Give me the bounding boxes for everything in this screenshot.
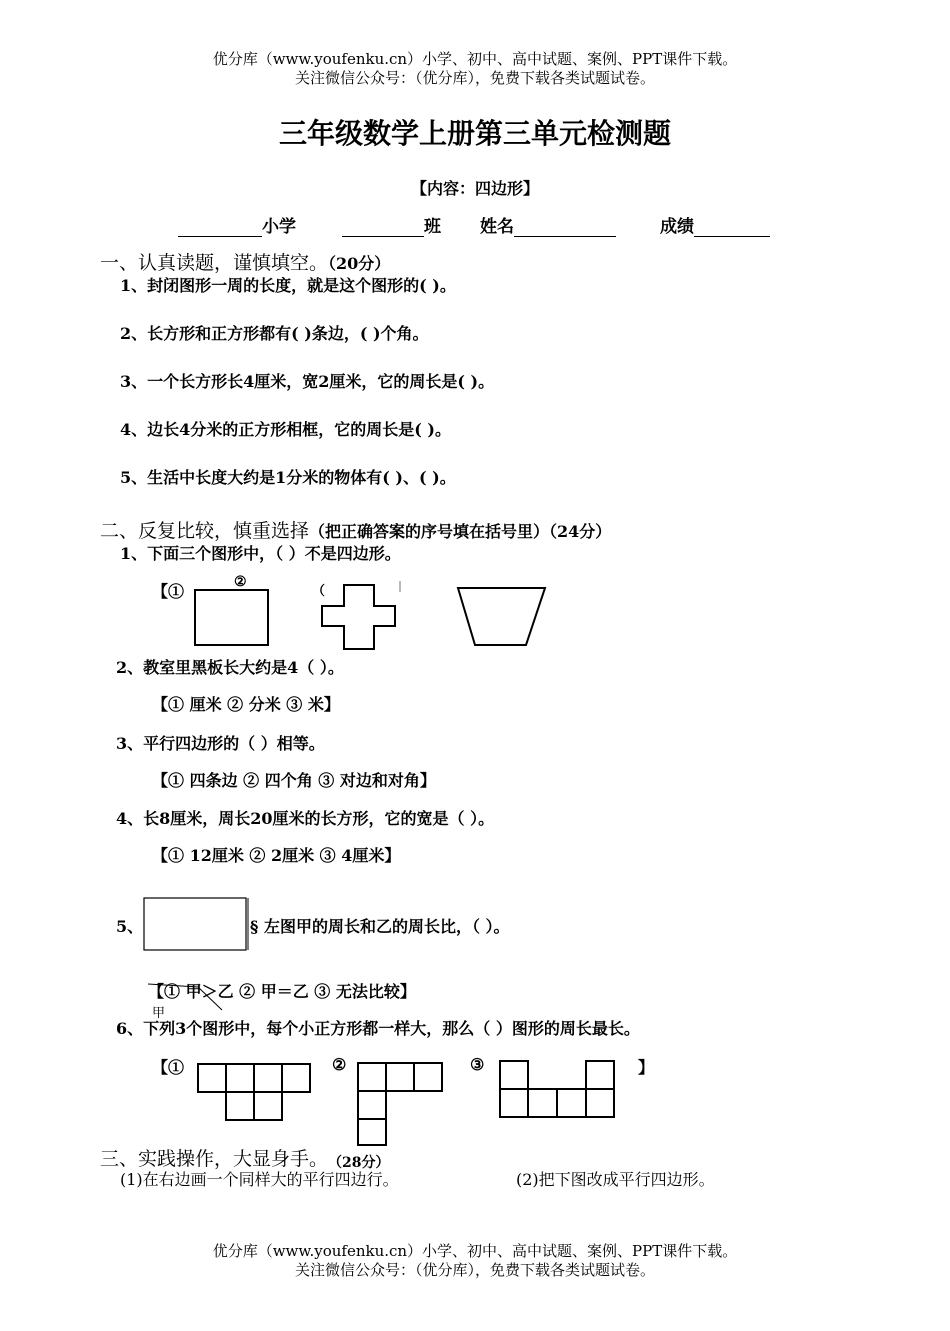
s2-question-5-number: 5、 [116, 917, 144, 936]
s1-question-2: 2、长方形和正方形都有( )条边，( )个角。 [120, 324, 429, 343]
s2-q6-option-2-label: ② [332, 1055, 347, 1074]
score-field: 成绩 [660, 212, 770, 237]
header-line-2: 关注微信公众号：（优分库），免费下载各类试题试卷。 [294, 69, 655, 87]
s1-question-3: 3、一个长方形长4厘米，宽2厘米，它的周长是( )。 [120, 372, 495, 391]
s2-q3-options: 【① 四条边 ② 四个角 ③ 对边和对角】 [152, 771, 436, 790]
school-field: 小学 [178, 212, 296, 237]
s2-question-4: 4、长8厘米，周长20厘米的长方形，它的宽是（ ）。 [116, 809, 495, 828]
footer-line-2: 关注微信公众号：（优分库），免费下载各类试题试卷。 [294, 1261, 655, 1279]
section-2-title: 二、反复比较，慎重选择（把正确答案的序号填在括号里）（24分） [100, 520, 612, 542]
grid-shape-1 [198, 1064, 310, 1120]
s2-q2-options: 【① 厘米 ② 分米 ③ 米】 [152, 695, 340, 714]
section-1-title: 一、认真读题，谨慎填空。（20分） [100, 252, 391, 274]
s2-q1-option-3-label: （ [312, 584, 326, 599]
grid-shape-2 [358, 1063, 442, 1145]
s2-q4-options: 【① 12厘米 ② 2厘米 ③ 4厘米】 [152, 846, 401, 865]
class-field: 班 [342, 212, 441, 237]
section-3-title: 三、实践操作，大显身手。（28分） [100, 1148, 390, 1171]
s2-q1-option-1-label: 【① [152, 582, 185, 601]
s2-question-3: 3、平行四边形的（ ）相等。 [116, 734, 325, 753]
s2-q5-options: 【① 甲＞乙 ② 甲＝乙 ③ 无法比较】 [148, 982, 416, 1001]
s2-question-2: 2、教室里黑板长大约是4（ ）。 [116, 658, 344, 677]
s2-question-5: § 左图甲的周长和乙的周长比，（ ）。 [250, 917, 510, 936]
s2-q6-close-bracket: 】 [638, 1058, 655, 1077]
page-title: 三年级数学上册第三单元检测题 [278, 117, 671, 150]
s2-question-6: 6、下列3个图形中，每个小正方形都一样大，那么（ ）图形的周长最长。 [116, 1019, 640, 1038]
s2-q6-option-1-label: 【① [152, 1058, 185, 1077]
s3-question-1: (1)在右边画一个同样大的平行四边行。 [120, 1170, 399, 1189]
footer-line-1: 优分库（www.youfenku.cn）小学、初中、高中试题、案例、PPT课件下载。 [212, 1242, 738, 1260]
header-line-1: 优分库（www.youfenku.cn）小学、初中、高中试题、案例、PPT课件下载。 [212, 50, 738, 68]
s1-question-1: 1、封闭图形一周的长度，就是这个图形的( )。 [120, 276, 456, 295]
s1-question-4: 4、边长4分米的正方形相框，它的周长是( )。 [120, 420, 451, 439]
q5-label-jia: 甲 [152, 1006, 166, 1021]
grid-shape-3 [500, 1061, 614, 1117]
s3-question-2: (2)把下图改成平行四边形。 [516, 1170, 715, 1189]
s1-question-5: 5、生活中长度大约是1分米的物体有( )、( )。 [120, 468, 456, 487]
page-subtitle: 【内容：四边形】 [410, 179, 539, 198]
s2-q1-option-2-label: ② [234, 574, 247, 590]
s2-question-1: 1、下面三个图形中，（ ）不是四边形。 [120, 544, 401, 563]
name-field: 姓名 [480, 212, 616, 237]
s2-q6-option-3-label: ③ [470, 1055, 485, 1074]
